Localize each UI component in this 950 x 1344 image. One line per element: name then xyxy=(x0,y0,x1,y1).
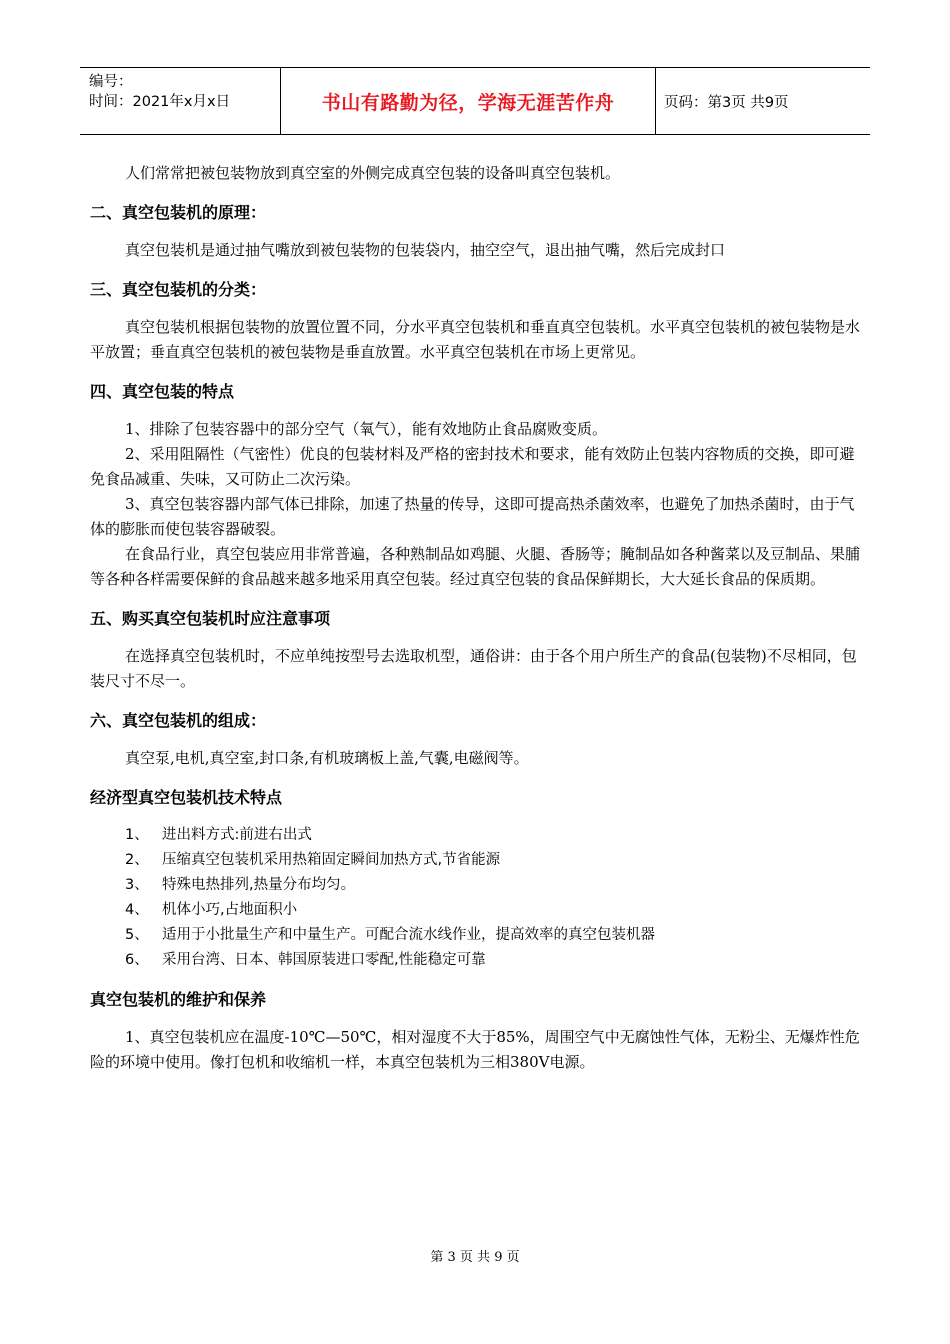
list-item-text: 特殊电热排列,热量分布均匀。 xyxy=(162,877,356,893)
list-item-number: 3、 xyxy=(125,877,149,893)
list-item xyxy=(90,948,860,973)
header-page-info: 页码：第3页 共9页 xyxy=(664,94,789,111)
list-item xyxy=(90,898,860,923)
list-item-text: 采用台湾、日本、韩国原装进口零配,性能稳定可靠 xyxy=(162,952,486,968)
section-4-paragraph-1: 1、排除了包装容器中的部分空气（氧气），能有效地防止食品腐败变质。 xyxy=(125,420,608,438)
list-item xyxy=(90,923,860,948)
section-7-heading: 经济型真空包装机技术特点 xyxy=(90,788,283,807)
header-date-label: 时间：2021年x月x日 xyxy=(89,94,231,110)
list-item-number: 6、 xyxy=(125,952,149,968)
section-4-paragraph-4: 在食品行业，真空包装应用非常普遍，各种熟制品如鸡腿、火腿、香肠等；腌制品如各种酱菜以及豆制品、果脯等各种各样需要保鲜的食品越来越多地采用真空包装。经过真空包装的食品保鲜期长，大大延长食品的保质期。 xyxy=(90,545,861,588)
section-6-heading: 六、真空包装机的组成： xyxy=(90,711,267,730)
list-item-text: 适用于小批量生产和中量生产。可配合流水线作业，提高效率的真空包装机器 xyxy=(162,927,655,943)
list-item-number: 5、 xyxy=(125,927,149,943)
header-meta xyxy=(80,68,281,134)
section-5-paragraph: 在选择真空包装机时，不应单纯按型号去选取机型，通俗讲：由于各个用户所生产的食品(包装物)不尽相同，包装尺寸不尽一。 xyxy=(90,647,857,690)
list-item-number: 2、 xyxy=(125,852,149,868)
document-body xyxy=(90,161,860,1075)
feature-list xyxy=(90,823,860,973)
list-item-number: 4、 xyxy=(125,902,149,918)
list-item-text: 压缩真空包装机采用热箱固定瞬间加热方式,节省能源 xyxy=(162,852,501,868)
header-number-label: 编号： xyxy=(89,74,133,90)
section-8-heading: 真空包装机的维护和保养 xyxy=(90,990,267,1009)
section-2-heading: 二、真空包装机的原理： xyxy=(90,203,267,222)
list-item xyxy=(90,848,860,873)
section-6-paragraph: 真空泵,电机,真空室,封口条,有机玻璃板上盖,气囊,电磁阀等。 xyxy=(125,749,529,767)
list-item-text: 机体小巧,占地面积小 xyxy=(162,902,298,918)
section-2-paragraph: 真空包装机是通过抽气嘴放到被包装物的包装袋内，抽空空气，退出抽气嘴，然后完成封口 xyxy=(125,241,726,259)
section-5-heading: 五、购买真空包装机时应注意事项 xyxy=(90,609,331,628)
intro-paragraph: 人们常常把被包装物放到真空室的外侧完成真空包装的设备叫真空包装机。 xyxy=(125,164,621,182)
page-header xyxy=(80,67,870,135)
header-motto: 书山有路勤为径，学海无涯苦作舟 xyxy=(281,68,656,134)
section-3-heading: 三、真空包装机的分类： xyxy=(90,280,267,299)
section-4-paragraph-2: 2、采用阻隔性（气密性）优良的包装材料及严格的密封技术和要求，能有效防止包装内容物质的交换，即可避免食品减重、失味，又可防止二次污染。 xyxy=(90,445,855,488)
section-4-paragraph-3: 3、真空包装容器内部气体已排除，加速了热量的传导，这即可提高热杀菌效率，也避免了加热杀菌时，由于气体的膨胀而使包装容器破裂。 xyxy=(90,495,855,538)
list-item xyxy=(90,873,860,898)
list-item-text: 进出料方式:前进右出式 xyxy=(162,827,312,843)
page-footer: 第 3 页 共 9 页 xyxy=(430,1250,520,1265)
section-4-heading: 四、真空包装的特点 xyxy=(90,382,235,401)
list-item xyxy=(90,823,860,848)
section-8-paragraph: 1、真空包装机应在温度-10℃—50℃，相对湿度不大于85%，周围空气中无腐蚀性气体，无粉尘、无爆炸性危险的环境中使用。像打包机和收缩机一样，本真空包装机为三相380V电源。 xyxy=(90,1028,860,1071)
list-item-number: 1、 xyxy=(125,827,149,843)
section-3-paragraph: 真空包装机根据包装物的放置位置不同，分水平真空包装机和垂直真空包装机。水平真空包装机的被包装物是水平放置；垂直真空包装机的被包装物是垂直放置。水平真空包装机在市场上更常见。 xyxy=(90,318,861,361)
